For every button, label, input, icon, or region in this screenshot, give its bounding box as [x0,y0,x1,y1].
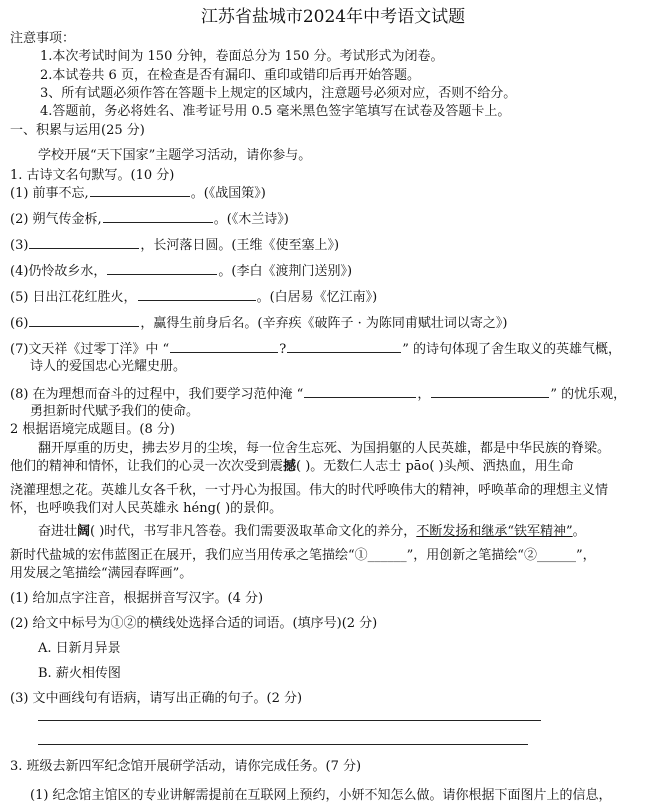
recite-text: 。(《木兰诗》) [213,212,289,227]
answer-blank[interactable] [170,340,278,353]
answer-blank[interactable] [29,236,139,249]
answer-blank[interactable] [103,210,213,223]
recite-text: 。(《战国策》) [190,186,266,201]
recite-text: (7)文天祥《过零丁洋》中 “ [10,342,170,357]
notice-item: 1.本次考试时间为 150 分钟，卷面总分为 150 分。考试形式为闭卷。 [40,49,444,64]
section-intro: 学校开展“天下国家”主题学习活动，请你参与。 [38,148,312,163]
recite-text: 。(李白《渡荆门送别》) [218,264,353,279]
option-b[interactable]: B. 薪火相传图 [38,666,121,681]
recite-line-5 [10,288,377,307]
recite-text: ” 的忧乐观， [550,387,627,402]
dotted-char: 撼 [283,459,297,474]
recite-line-8-cont: 勇担新时代赋予我们的使命。 [30,404,200,419]
underlined-sentence: 不断发扬和继承“铁军精神” [416,524,573,539]
recite-text: 。(白居易《忆江南》) [256,290,378,305]
passage-line [10,458,574,476]
sub-question: (2) 给文中标号为①②的横线处选择合适的词语。(填序号)(2 分) [10,616,378,631]
passage-line: 浇灌理想之花。英雄儿女各千秋，一寸丹心为报国。伟大的时代呼唤伟大的精神，呼唤革命的理想主义情 [10,483,609,498]
passage-text: 。 [572,524,586,539]
passage-line [38,523,586,541]
answer-blank[interactable] [431,385,549,398]
option-a[interactable]: A. 日新月异景 [38,641,121,656]
recite-line-7-cont: 诗人的爱国忠心光耀史册。 [30,359,187,374]
recite-text: (6) [10,316,29,331]
question-stem: 3. 班级去新四军纪念馆开展研学活动，请你完成任务。(7 分) [10,759,362,774]
notice-item: 2.本试卷共 6 页，在检查是否有漏印、重印或错印后再开始答题。 [40,68,420,83]
sub-question: (1) 给加点字注音，根据拼音写汉字。(4 分) [10,591,264,606]
recite-text: ? [279,342,287,357]
recite-text: ，赢得生前身后名。(辛弃疾《破阵子 · 为陈同甫赋壮词以寄之》) [140,316,508,331]
answer-line[interactable] [38,720,541,721]
passage-line: 怀，也呼唤我们对人民英雄永 héng( )的景仰。 [10,501,283,516]
passage-text: 他们的精神和情怀，让我们的心灵一次次受到震 [10,459,284,474]
answer-blank[interactable] [138,288,256,301]
sub-question: (3) 文中画线句有语病，请写出正确的句子。(2 分) [10,691,303,706]
answer-blank[interactable] [287,340,401,353]
recite-line-6 [10,314,507,333]
recite-text: (4)仍怜故乡水， [10,264,107,279]
notice-item: 3、所有试题必须作答在答题卡上规定的区域内，注意题号必须对应，否则不给分。 [40,86,517,101]
answer-line[interactable] [38,744,528,745]
answer-blank[interactable] [304,385,416,398]
recite-text: ，长河落日圆。(王维《使至塞上》) [140,238,340,253]
passage-line: 翻开厚重的历史，拂去岁月的尘埃，每一位舍生忘死、为国捐躯的人民英雄，都是中华民族的脊梁。 [38,441,611,456]
passage-text: ( )时代，书写非凡答卷。我们需要汲取革命文化的养分， [90,524,417,539]
sub-question: (1) 纪念馆主馆区的专业讲解需提前在互联网上预约，小妍不知怎么做。请你根据下面图片上的信息， [30,788,612,803]
notice-heading: 注意事项： [10,31,76,46]
question-stem: 2 根据语境完成题目。(8 分) [10,422,175,437]
recite-line-4 [10,262,352,281]
answer-blank[interactable] [29,314,139,327]
recite-line-3 [10,236,339,255]
recite-line-2 [10,210,289,229]
recite-line-8 [10,385,626,404]
recite-text: ” 的诗句体现了舍生取义的英雄气概， [402,342,621,357]
question-stem: 1. 古诗文名句默写。(10 分) [10,168,175,183]
recite-text: (2) 朔气传金柝, [10,212,102,227]
notice-item: 4.答题前，务必将姓名、准考证号用 0.5 毫米黑色签字笔填写在试卷及答题卡上。 [40,104,511,119]
recite-line-1 [10,184,266,203]
page-title: 江苏省盐城市2024年中考语文试题 [200,7,466,27]
answer-blank[interactable] [107,262,217,275]
recite-text: (1) 前事不忘, [10,186,89,201]
answer-blank[interactable] [90,184,190,197]
recite-text: (5) 日出江花红胜火， [10,290,137,305]
recite-text: (8) 在为理想而奋斗的过程中，我们要学习范仲淹 “ [10,387,304,402]
passage-line: 新时代盐城的宏伟蓝图正在展开，我们应当用传承之笔描绘“①______”，用创新之笔描绘“②______”， [10,548,596,563]
recite-text: ， [417,387,431,402]
recite-text: (3) [10,238,29,253]
passage-text: 奋进壮 [38,524,78,539]
passage-line: 用发展之笔描绘“满园春晖画”。 [10,566,193,581]
dotted-char: 阔 [77,524,91,539]
recite-line-7 [10,340,621,359]
section-heading: 一、积累与运用(25 分) [10,123,145,138]
passage-text: ( )。无数仁人志士 pāo( )头颅、洒热血，用生命 [296,459,574,474]
